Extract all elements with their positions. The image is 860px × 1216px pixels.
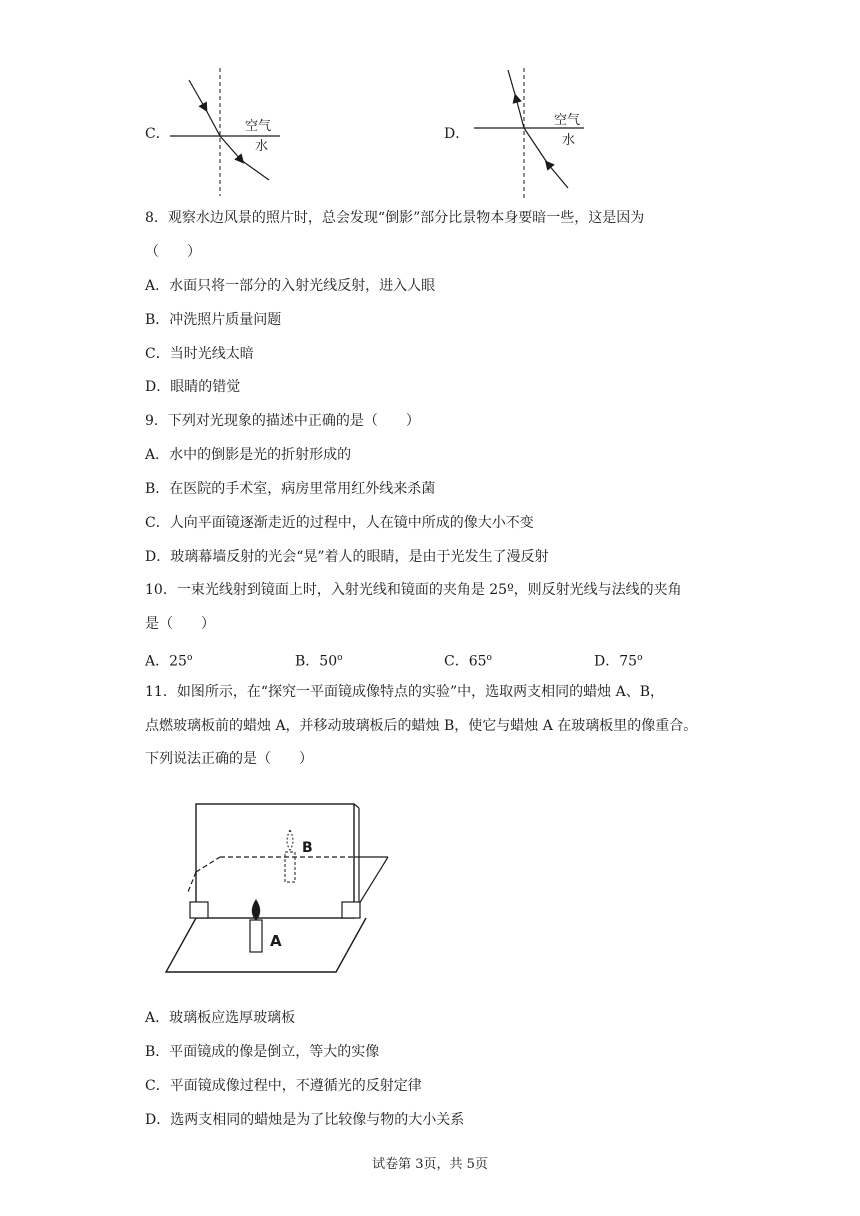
q8-option-d: D．眼睛的错觉 [145, 379, 241, 395]
table-back-edge [188, 872, 196, 892]
q10-option-a: A．25$^o$ [145, 653, 193, 670]
refracted-ray [220, 136, 241, 160]
glass-plate [196, 804, 354, 918]
water-label: 水 [562, 133, 576, 148]
q10-stem-line2: 是（ ） [145, 616, 215, 632]
candle-a-flame [252, 900, 260, 920]
q7-option-d-label: D． [444, 126, 470, 142]
candle-a [250, 920, 262, 952]
table-front [166, 918, 366, 972]
q9-option-d: D．玻璃幕墙反射的光会“晃”着人的眼睛，是由于光发生了漫反射 [145, 549, 549, 565]
candle-b-label: B [302, 840, 313, 856]
q10-stem-line1: 10．一束光线射到镜面上时，入射光线和镜面的夹角是 25º，则反射光线与法线的夹角 [145, 582, 682, 598]
q11-stem-line2: 点燃玻璃板前的蜡烛 A，并移动玻璃板后的蜡烛 B，使它与蜡烛 A 在玻璃板里的像重合。 [145, 718, 698, 734]
q9-option-c: C．人向平面镜逐渐走近的过程中，人在镜中所成的像大小不变 [145, 515, 534, 531]
q8-stem-line2: （ ） [145, 244, 201, 260]
ray-in-air-end [508, 70, 516, 98]
candle-b-flame [287, 830, 293, 850]
page-footer: 试卷第 3页，共 5页 [372, 1157, 488, 1172]
q10-option-d: D．75$^o$ [594, 653, 643, 670]
q8-stem-line1: 8．观察水边风景的照片时，总会发现“倒影”部分比景物本身要暗一些，这是因为 [145, 210, 645, 226]
incident-ray [189, 80, 205, 108]
table-back-edge [196, 857, 220, 872]
incident-ray-end [205, 108, 220, 136]
q9-option-b: B．在医院的手术室，病房里常用红外线来杀菌 [145, 481, 436, 497]
q8-option-b: B．冲洗照片质量问题 [145, 312, 282, 328]
q10-option-c: C．65$^o$ [444, 653, 492, 670]
q11-option-c: C．平面镜成像过程中，不遵循光的反射定律 [145, 1078, 422, 1094]
refracted-ray-end [241, 160, 269, 180]
q11-stem-line3: 下列说法正确的是（ ） [145, 751, 313, 767]
q11-option-d: D．选两支相同的蜡烛是为了比较像与物的大小关系 [145, 1112, 465, 1128]
q7-option-d-diagram [470, 68, 590, 198]
q8-option-a: A．水面只将一部分的入射光线反射，进入人眼 [145, 278, 436, 294]
right-support [342, 902, 360, 918]
water-label: 水 [255, 139, 269, 154]
q11-option-b: B．平面镜成的像是倒立，等大的实像 [145, 1044, 380, 1060]
q9-stem: 9．下列对光现象的描述中正确的是（ ） [145, 413, 420, 429]
q9-option-a: A．水中的倒影是光的折射形成的 [145, 447, 352, 463]
ray-in-water [548, 164, 568, 188]
ray-in-air [516, 98, 524, 128]
left-support [190, 902, 208, 918]
q11-option-a: A．玻璃板应选厚玻璃板 [145, 1010, 296, 1026]
glass-plate-edge [354, 804, 359, 808]
q10-option-b: B．50$^o$ [295, 653, 343, 670]
q11-mirror-experiment-diagram [160, 800, 400, 980]
q7-option-c-diagram [165, 68, 285, 196]
ray-in-water-end [524, 128, 548, 164]
q8-option-c: C．当时光线太暗 [145, 346, 254, 362]
air-label: 空气 [245, 119, 272, 134]
candle-a-label: A [270, 932, 282, 950]
table-right-edge [359, 857, 388, 904]
q11-stem-line1: 11．如图所示，在“探究一平面镜成像特点的实验”中，选取两支相同的蜡烛 A、B， [145, 684, 664, 700]
air-label: 空气 [554, 113, 581, 128]
q7-option-c-label: C． [145, 126, 170, 142]
